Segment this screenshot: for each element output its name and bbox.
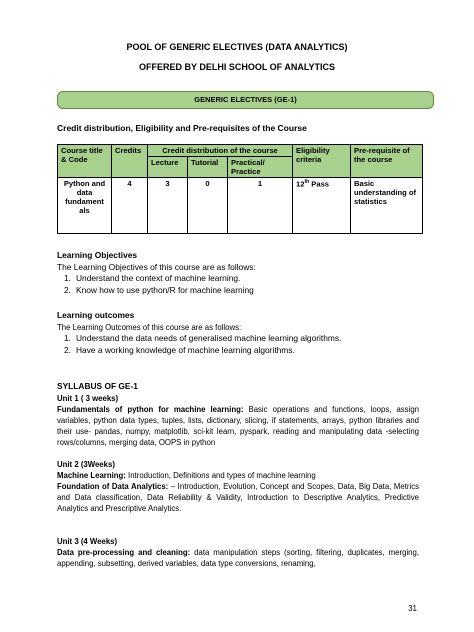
ge-banner: GENERIC ELECTIVES (GE-1) bbox=[57, 91, 434, 109]
header-course: Course title & Code bbox=[58, 145, 112, 178]
objectives-list bbox=[57, 273, 419, 296]
cell-credits: 4 bbox=[112, 178, 148, 234]
page-title: POOL OF GENERIC ELECTIVES (DATA ANALYTICS) bbox=[126, 42, 348, 52]
header-lecture: Lecture bbox=[148, 157, 188, 178]
cell-tutorial: 0 bbox=[188, 178, 228, 234]
cell-eligibility: 12th Pass bbox=[293, 178, 351, 234]
cell-course: Python and data fundament als bbox=[58, 178, 112, 234]
unit-3-body: Data pre-processing and cleaning: data manipulation steps (sorting, filtering, duplicates, merging, appending, subsetting, derived variables, data type conversions, renaming, bbox=[57, 548, 420, 568]
header-tutorial: Tutorial bbox=[188, 157, 228, 178]
header-distribution: Credit distribution of the course bbox=[148, 145, 293, 157]
unit-3 bbox=[57, 536, 419, 569]
header-eligibility: Eligibility criteria bbox=[293, 145, 351, 178]
unit-2-foundation: Foundation of Data Analytics: – Introduction, Evolution, Concept and Scopes, Data, Big Data, Metrics and Data classification, Data Reliability & Validity, Introduction to Descriptive Analytics, Predictive Analytics and Prescriptive Analytics. bbox=[57, 482, 419, 513]
list-item: 1. Understand the context of machine learning. bbox=[64, 273, 241, 283]
unit-3-title: Unit 3 (4 Weeks) bbox=[57, 537, 118, 546]
unit-2-ml: Machine Learning: Introduction, Definitions and types of machine learning bbox=[57, 471, 316, 480]
outcomes-heading: Learning outcomes bbox=[57, 310, 135, 320]
outcomes-intro: The Learning Outcomes of this course are as follows: bbox=[57, 322, 242, 332]
credit-table bbox=[57, 144, 423, 234]
objectives-intro: The Learning Objectives of this course are as follows: bbox=[57, 261, 256, 272]
cell-prereq: Basic understanding of statistics bbox=[351, 178, 423, 234]
list-item: 2. Know how to use python/R for machine learning bbox=[64, 284, 254, 295]
unit-1-title: Unit 1 ( 3 weeks) bbox=[57, 394, 119, 403]
outcomes-list bbox=[57, 333, 419, 356]
header-credits: Credits bbox=[112, 145, 148, 178]
list-item: 1. Understand the data needs of generalised machine learning algorithms. bbox=[64, 333, 342, 343]
learning-objectives bbox=[57, 250, 419, 296]
header-prereq: Pre-requisite of the course bbox=[351, 145, 423, 178]
page-subtitle: OFFERED BY DELHI SCHOOL OF ANALYTICS bbox=[138, 62, 336, 72]
learning-outcomes bbox=[57, 310, 419, 356]
unit-2-title: Unit 2 (3Weeks) bbox=[57, 460, 115, 469]
objectives-heading: Learning Objectives bbox=[57, 250, 138, 260]
unit-1-body: Fundamentals of python for machine learning: Basic operations and functions, loops, assign variables, python data types, tuples, lists, dictionary, slicing, if statements, arrays, python libraries and their use- pandas, numpy, matplotlib, sci-kit learn, pyspark, reading and manipulating data -selecting rows/columns, merging data, OOPS in python bbox=[57, 405, 419, 447]
list-item: 2. Have a working knowledge of machine learning algorithms. bbox=[64, 344, 295, 355]
syllabus-heading: SYLLABUS OF GE-1 bbox=[57, 381, 138, 391]
credit-heading: Credit distribution, Eligibility and Pre-requisites of the Course bbox=[57, 123, 307, 133]
header-practical: Practical/ Practice bbox=[228, 157, 293, 178]
unit-2 bbox=[57, 459, 419, 514]
unit-1 bbox=[57, 393, 419, 448]
page-number: 31 bbox=[408, 604, 417, 613]
cell-practical: 1 bbox=[228, 178, 293, 234]
table-row bbox=[58, 178, 423, 234]
table-header-row bbox=[58, 145, 423, 157]
cell-lecture: 3 bbox=[148, 178, 188, 234]
